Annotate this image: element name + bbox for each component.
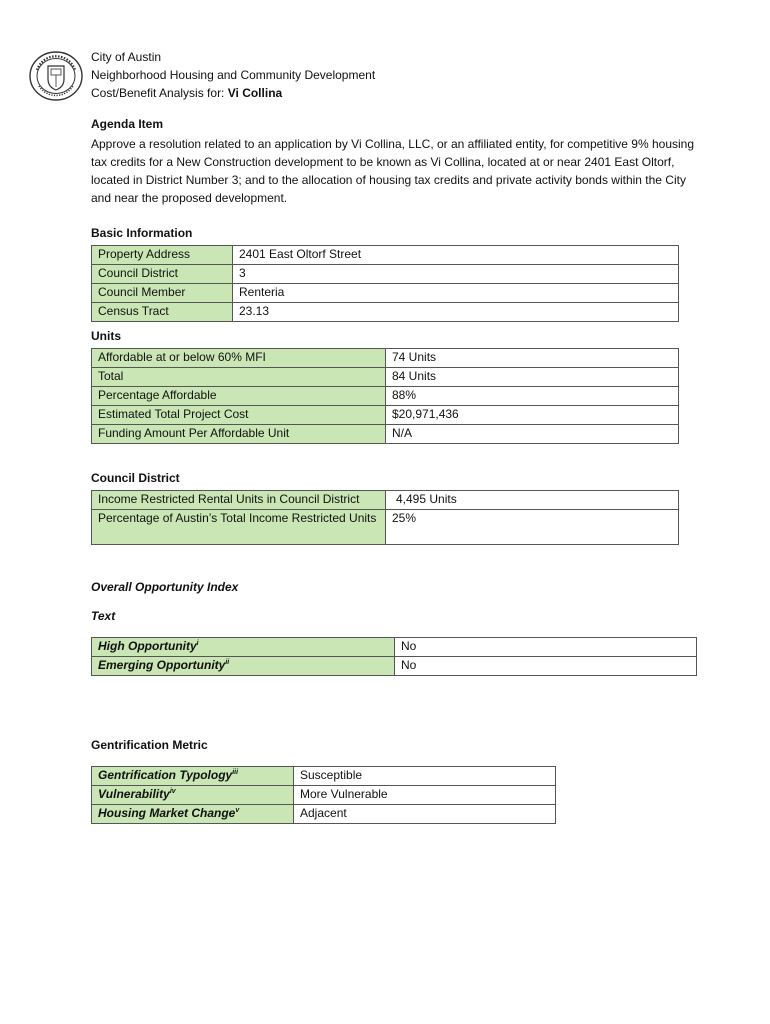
row-value: 23.13 bbox=[233, 303, 679, 322]
row-value: No bbox=[395, 657, 697, 676]
opportunity-subheading: Text bbox=[91, 609, 116, 623]
row-label-text: High Opportunity bbox=[98, 639, 197, 653]
opportunity-table bbox=[91, 637, 697, 676]
table-row bbox=[92, 657, 697, 676]
city-seal-icon bbox=[28, 50, 84, 102]
row-label: Council District bbox=[92, 265, 233, 284]
row-label: Affordable at or below 60% MFI bbox=[92, 349, 386, 368]
council-district-heading: Council District bbox=[91, 471, 180, 485]
header-project-name: Vi Collina bbox=[227, 86, 283, 100]
row-label bbox=[92, 786, 294, 805]
table-row bbox=[92, 425, 679, 444]
endnote-ref: i bbox=[196, 640, 199, 647]
table-row bbox=[92, 387, 679, 406]
row-label: Income Restricted Rental Units in Council District bbox=[92, 491, 386, 510]
row-value: Renteria bbox=[233, 284, 679, 303]
opportunity-heading: Overall Opportunity Index bbox=[91, 580, 239, 594]
table-row bbox=[92, 265, 679, 284]
header-department: Neighborhood Housing and Community Development bbox=[91, 68, 376, 82]
table-row bbox=[92, 406, 679, 425]
row-value: 74 Units bbox=[386, 349, 679, 368]
table-row bbox=[92, 767, 556, 786]
row-value: 3 bbox=[233, 265, 679, 284]
council-district-table bbox=[91, 490, 679, 545]
table-row bbox=[92, 368, 679, 387]
row-label bbox=[92, 657, 395, 676]
row-value: 2401 East Oltorf Street bbox=[233, 246, 679, 265]
endnote-ref: v bbox=[235, 807, 240, 814]
row-label bbox=[92, 638, 395, 657]
units-table bbox=[91, 348, 679, 444]
row-value: More Vulnerable bbox=[294, 786, 556, 805]
table-row bbox=[92, 491, 679, 510]
row-value: Adjacent bbox=[294, 805, 556, 824]
row-value: 25% bbox=[386, 510, 679, 545]
row-label: Percentage of Austin’s Total Income Restricted Units bbox=[92, 510, 386, 545]
document-header bbox=[91, 48, 375, 102]
row-value: Susceptible bbox=[294, 767, 556, 786]
row-label-text: Gentrification Typology bbox=[98, 768, 233, 782]
table-row bbox=[92, 805, 556, 824]
basic-info-table bbox=[91, 245, 679, 322]
agenda-heading: Agenda Item bbox=[91, 117, 164, 131]
header-city: City of Austin bbox=[91, 50, 162, 64]
row-label: Percentage Affordable bbox=[92, 387, 386, 406]
row-label-text: Vulnerability bbox=[98, 787, 170, 801]
header-analysis-line bbox=[91, 84, 375, 102]
table-row bbox=[92, 303, 679, 322]
row-label bbox=[92, 805, 294, 824]
basic-info-heading: Basic Information bbox=[91, 226, 193, 240]
row-label: Estimated Total Project Cost bbox=[92, 406, 386, 425]
units-heading: Units bbox=[91, 329, 121, 343]
row-value: $20,971,436 bbox=[386, 406, 679, 425]
table-row bbox=[92, 510, 679, 545]
endnote-ref: iv bbox=[169, 788, 176, 795]
agenda-text: Approve a resolution related to an application by Vi Collina, LLC, or an affiliated entity, for competitive 9% housing tax credits for a New Construction development to be known as Vi Collina, located at or near 2401 East Oltorf, located in District Number 3; and to the allocation of housing tax credits and private activity bonds within the City and near the proposed development. bbox=[91, 137, 695, 205]
row-label: Census Tract bbox=[92, 303, 233, 322]
table-row bbox=[92, 349, 679, 368]
table-row bbox=[92, 246, 679, 265]
gentrification-table bbox=[91, 766, 556, 824]
row-label-text: Housing Market Change bbox=[98, 806, 236, 820]
row-label: Property Address bbox=[92, 246, 233, 265]
table-row bbox=[92, 786, 556, 805]
row-label bbox=[92, 767, 294, 786]
row-value: 4,495 Units bbox=[386, 491, 679, 510]
row-label-text: Emerging Opportunity bbox=[98, 658, 226, 672]
row-value: No bbox=[395, 638, 697, 657]
row-value: 84 Units bbox=[386, 368, 679, 387]
endnote-ref: iii bbox=[232, 769, 239, 776]
header-analysis-prefix: Cost/Benefit Analysis for: bbox=[91, 86, 228, 100]
row-value: 88% bbox=[386, 387, 679, 406]
table-row bbox=[92, 284, 679, 303]
table-row bbox=[92, 638, 697, 657]
row-label: Funding Amount Per Affordable Unit bbox=[92, 425, 386, 444]
gentrification-heading: Gentrification Metric bbox=[91, 738, 208, 752]
row-value: N/A bbox=[386, 425, 679, 444]
row-label: Total bbox=[92, 368, 386, 387]
endnote-ref: ii bbox=[225, 659, 230, 666]
row-label: Council Member bbox=[92, 284, 233, 303]
